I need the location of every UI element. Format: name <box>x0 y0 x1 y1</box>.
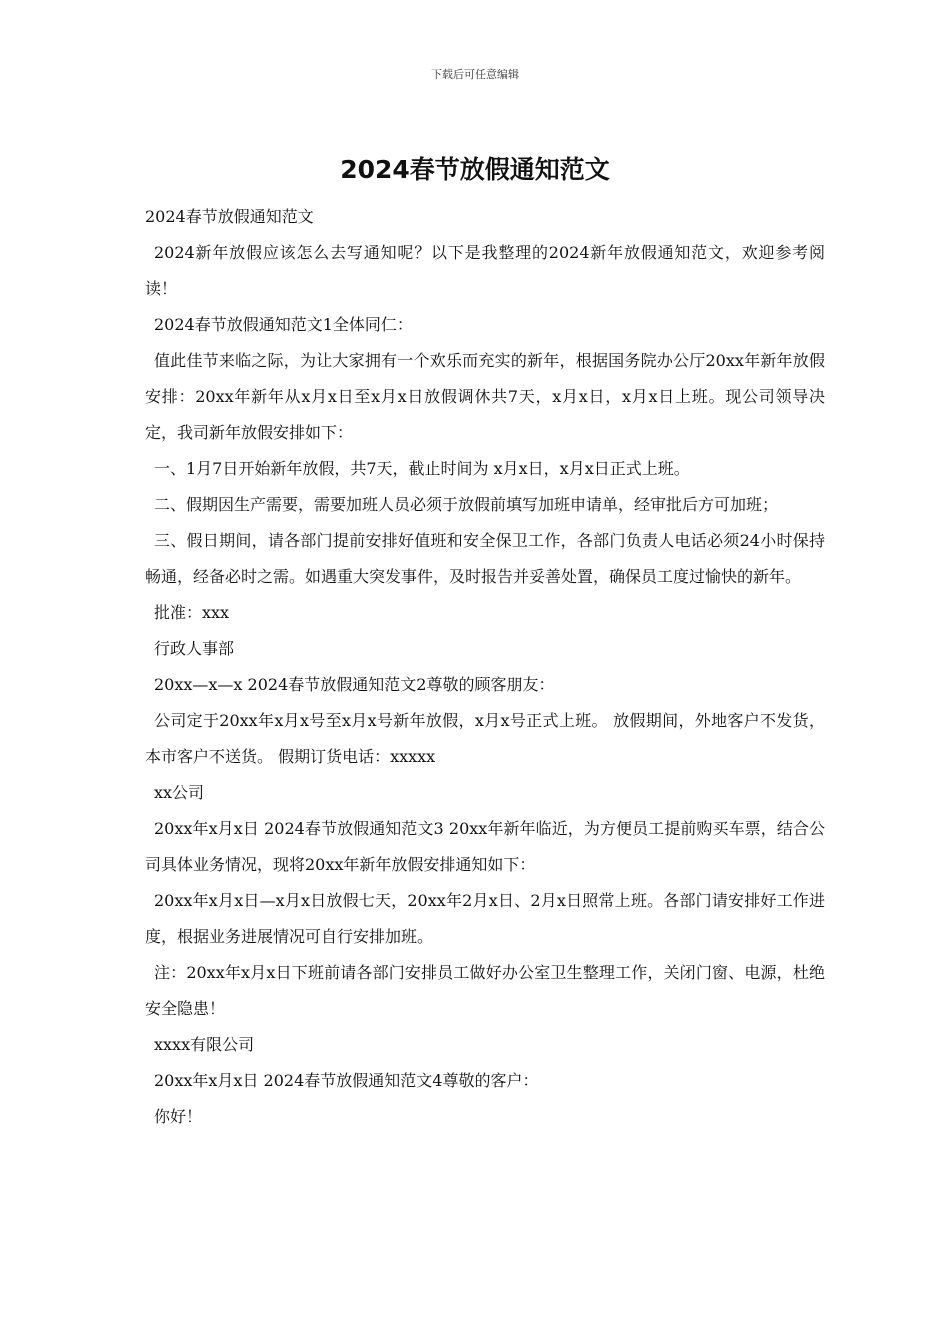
paragraph: 一、1月7日开始新年放假，共7天，截止时间为 x月x日，x月x日正式上班。 <box>154 459 690 478</box>
paragraph: 2024新年放假应该怎么去写通知呢？以下是我整理的2024新年放假通知范文，欢迎参考阅读！ <box>145 243 825 298</box>
paragraph: 你好！ <box>154 1107 203 1126</box>
paragraph: 20xx年x月x日 2024春节放假通知范文3 20xx年新年临近，为方便员工提前购买车票，结合公司具体业务情况，现将20xx年新年放假安排通知如下： <box>145 819 825 874</box>
paragraph: 20xx年x月x日 2024春节放假通知范文4尊敬的客户： <box>154 1071 539 1090</box>
paragraph: 批准：xxx <box>154 603 230 622</box>
paragraph: xx公司 <box>154 783 205 802</box>
paragraph: 二、假期因生产需要，需要加班人员必须于放假前填写加班申请单，经审批后方可加班； <box>154 495 779 514</box>
paragraph: 行政人事部 <box>154 639 235 658</box>
paragraph: 公司定于20xx年x月x号至x月x号新年放假，x月x号正式上班。 放假期间，外地客户不发货，本市客户不送货。 假期订货电话：xxxxx <box>145 711 825 766</box>
header-note: 下载后可任意编辑 <box>431 68 519 81</box>
paragraph: 注：20xx年x月x日下班前请各部门安排员工做好办公室卫生整理工作，关闭门窗、电源，杜绝安全隐患！ <box>145 963 825 1018</box>
document-body <box>145 199 825 1135</box>
paragraph-subtitle: 2024春节放假通知范文 <box>145 207 314 226</box>
document-title: 2024春节放假通知范文 <box>340 155 610 184</box>
paragraph: 三、假日期间，请各部门提前安排好值班和安全保卫工作，各部门负责人电话必须24小时保持畅通，经备必时之需。如遇重大突发事件，及时报告并妥善处置，确保员工度过愉快的新年。 <box>145 531 825 586</box>
paragraph: 2024春节放假通知范文1全体同仁： <box>154 315 413 334</box>
paragraph: 20xx—x—x 2024春节放假通知范文2尊敬的顾客朋友： <box>154 675 555 694</box>
paragraph: 值此佳节来临之际，为让大家拥有一个欢乐而充实的新年，根据国务院办公厅20xx年新年放假安排：20xx年新年从x月x日至x月x日放假调休共7天，x月x日，x月x日上班。现公司领导决定，我司新年放假安排如下： <box>145 351 825 442</box>
paragraph: 20xx年x月x日—x月x日放假七天，20xx年2月x日、2月x日照常上班。各部门请安排好工作进度，根据业务进展情况可自行安排加班。 <box>145 891 825 946</box>
paragraph: xxxx有限公司 <box>154 1035 255 1054</box>
